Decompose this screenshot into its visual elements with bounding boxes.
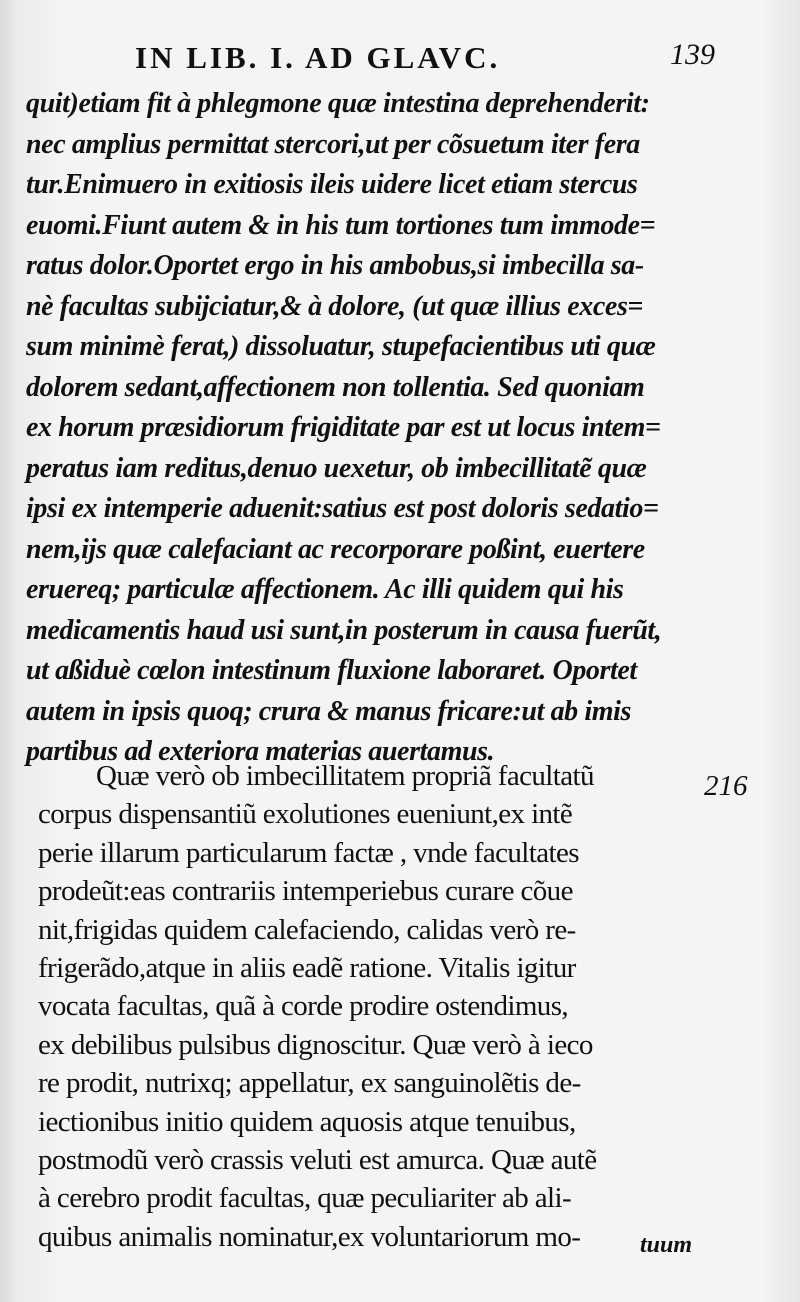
italic-line: eruereq; particulæ affectionem. Ac illi quidem qui his xyxy=(26,574,624,605)
page-number: 139 xyxy=(670,38,715,71)
roman-line: nit,frigidas quidem calefaciendo, calidas verò re- xyxy=(38,913,576,946)
roman-line: postmodũ verò crassis veluti est amurca. Quæ autẽ xyxy=(38,1144,597,1177)
italic-line: tur.Enimuero in exitiosis ileis uidere licet etiam stercus xyxy=(26,169,638,200)
margin-section-number: 216 xyxy=(704,770,748,802)
roman-line: re prodit, nutrixq; appellatur, ex sanguinolẽtis de- xyxy=(38,1067,581,1100)
roman-line: iectionibus initio quidem aquosis atque tenuibus, xyxy=(38,1105,576,1138)
italic-line: euomi.Fiunt autem & in his tum tortiones tum immode= xyxy=(26,209,656,241)
roman-line: à cerebro prodit facultas, quæ peculiariter ab ali- xyxy=(38,1182,572,1215)
roman-line: vocata facultas, quã à corde prodire ostendimus, xyxy=(38,990,569,1023)
running-header xyxy=(135,40,715,80)
italic-line: nè facultas subijciatur,& à dolore, (ut quæ illius exces= xyxy=(26,290,643,322)
running-title: IN LIB. I. AD GLAVC. xyxy=(135,40,501,75)
italic-line: nec amplius permittat stercori,ut per cõsuetum iter fera xyxy=(26,128,640,160)
italic-line: ratus dolor.Oportet ergo in his ambobus,si imbecilla sa- xyxy=(26,250,644,281)
italic-line: ipsi ex intemperie aduenit:satius est post doloris sedatio= xyxy=(26,493,659,524)
italic-line: autem in ipsis quoq; crura & manus fricare:ut ab imis xyxy=(26,695,632,727)
roman-line: frigerãdo,atque in aliis eadẽ ratione. Vitalis igitur xyxy=(38,952,576,985)
italic-line: quit)etiam fit à phlegmone quæ intestina deprehenderit: xyxy=(26,88,650,119)
italic-line: dolorem sedant,affectionem non tollentia. Sed quoniam xyxy=(26,371,645,403)
roman-line: prodeũt:eas contrariis intemperiebus curare cõue xyxy=(38,875,573,908)
roman-text-block xyxy=(38,757,710,1256)
italic-line: ut aßiduè cœlon intestinum fluxione laboraret. Oportet xyxy=(26,655,637,686)
roman-line: ex debilibus pulsibus dignoscitur. Quæ verò à ieco xyxy=(38,1028,593,1061)
italic-line: nem,ijs quæ calefaciant ac recorporare poßint, euertere xyxy=(26,533,645,565)
roman-line: corpus dispensantiũ exolutiones eueniunt,ex intẽ xyxy=(38,798,573,831)
italic-line: peratus iam reditus,denuo uexetur, ob imbecillitatẽ quæ xyxy=(26,452,647,484)
italic-line: partibus ad exteriora materias auertamus. xyxy=(26,736,495,767)
italic-line: sum minimè ferat,) dissoluatur, stupefacientibus uti quæ xyxy=(26,331,656,362)
italic-line: medicamentis haud usi sunt,in posterum in causa fuerũt, xyxy=(26,614,662,646)
catchword: tuum xyxy=(640,1232,693,1258)
roman-line: Quæ verò ob imbecillitatem propriã facultatũ xyxy=(96,760,594,792)
roman-line: quibus animalis nominatur,ex voluntariorum mo- xyxy=(38,1220,581,1253)
italic-commentary-block xyxy=(26,84,716,773)
roman-line: perie illarum particularum factæ , vnde facultates xyxy=(38,836,579,869)
italic-line: ex horum præsidiorum frigiditate par est ut locus intem= xyxy=(26,412,661,443)
